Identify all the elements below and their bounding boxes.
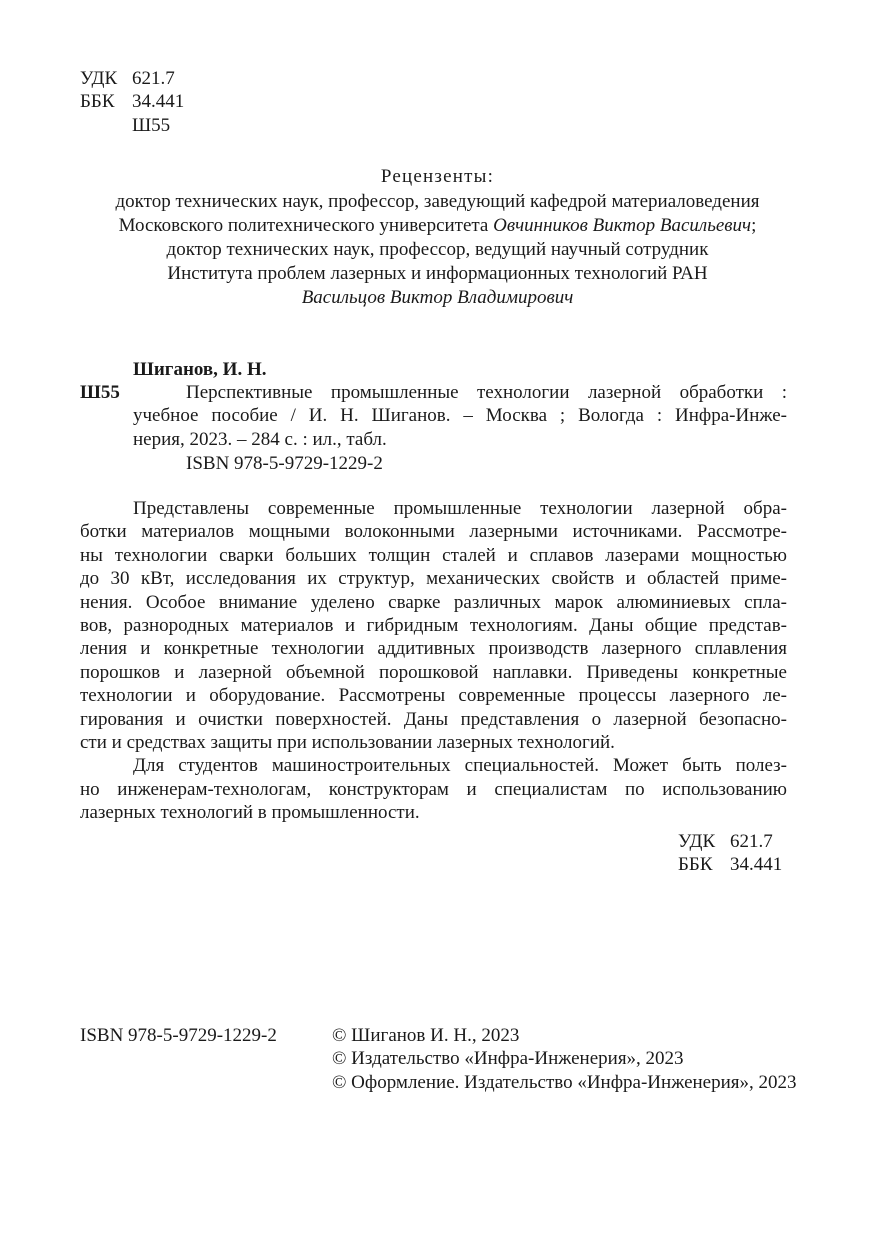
audience-line: но инженерам-технологам, конструкторам и специалистам по использованию — [80, 778, 787, 800]
copyright-author: © Шиганов И. Н., 2023 — [332, 1025, 520, 1046]
bbk-value: 34.441 — [730, 854, 783, 876]
reviewer2-line2: Института проблем лазерных и информационных технологий РАН — [167, 263, 708, 284]
abstract-line: ботки материалов мощными волоконными лазерными источниками. Рассмотре- — [80, 521, 787, 543]
udk-value: 621.7 — [132, 68, 175, 89]
bbk-label: ББК — [80, 91, 115, 113]
abstract-line: порошков и лазерной объемной порошковой наплавки. Приведены конкретные — [80, 661, 787, 683]
reviewers-block — [0, 165, 875, 310]
bbk-line — [80, 90, 184, 113]
copyright-block — [332, 1024, 797, 1094]
udk-line — [80, 67, 184, 90]
abstract-block — [80, 497, 787, 825]
udk-line — [678, 830, 782, 853]
bbk-value: 34.441 — [132, 91, 185, 113]
audience-line: лазерных технологий в промышленности. — [80, 802, 420, 824]
bibliographic-line-1: Перспективные промышленные технологии лазерной обработки : — [186, 382, 787, 403]
abstract-line: до 30 кВт, исследования их структур, механических свойств и областей приме- — [80, 568, 787, 590]
reviewers-title: Рецензенты: — [380, 166, 495, 187]
reviewer2-line1: доктор технических наук, профессор, ведущий научный сотрудник — [166, 239, 709, 260]
bibliographic-author: Шиганов, И. Н. — [133, 359, 267, 380]
classification-codes-top — [80, 67, 184, 137]
udk-label: УДК — [80, 68, 118, 89]
udk-label: УДК — [678, 831, 716, 852]
author-mark: Ш55 — [132, 114, 171, 136]
bibliographic-shelf-mark: Ш55 — [80, 382, 120, 403]
abstract-line: ления и конкретные технологии аддитивных производств лазерного сплавления — [80, 638, 787, 660]
audience-line: Для студентов машиностроительных специальностей. Может быть полез- — [133, 755, 787, 777]
abstract-line: нения. Особое внимание уделено сварке различных марок алюминиевых спла- — [80, 591, 787, 613]
copyright-publisher: © Издательство «Инфра-Инженерия», 2023 — [332, 1048, 684, 1070]
copyright-design: © Оформление. Издательство «Инфра-Инженерия», 2023 — [332, 1071, 797, 1093]
bbk-label: ББК — [678, 854, 713, 876]
reviewer1-affiliation: Московского политехнического университета — [118, 215, 494, 236]
bibliographic-line-3: нерия, 2023. – 284 с. : ил., табл. — [133, 428, 387, 450]
reviewer2-name-line — [0, 286, 875, 310]
reviewer1-name: Овчинников Виктор Васильевич — [493, 215, 752, 236]
reviewer1-separator: ; — [751, 215, 757, 236]
bibliographic-isbn: ISBN 978-5-9729-1229-2 — [186, 453, 383, 474]
abstract-line: Представлены современные промышленные технологии лазерной обра- — [133, 498, 787, 519]
abstract-line: технологии и оборудование. Рассмотрены современные процессы лазерного ле- — [80, 685, 787, 707]
abstract-line: гирования и очистки поверхностей. Даны представления о лазерной безопасно- — [80, 708, 787, 730]
bbk-line — [678, 853, 782, 876]
reviewer2-name: Васильцов Виктор Владимирович — [301, 287, 574, 308]
classification-codes-bottom — [678, 830, 782, 877]
reviewer1-line2 — [0, 214, 875, 238]
abstract-line: ны технологии сварки больших толщин сталей и сплавов лазерами мощностью — [80, 544, 787, 566]
udk-value: 621.7 — [730, 831, 773, 852]
author-mark-line — [80, 114, 184, 137]
bibliographic-description — [133, 381, 787, 451]
abstract-line: вов, разнородных материалов и гибридным технологиям. Даны общие представ- — [80, 615, 787, 637]
reviewer1-line1: доктор технических наук, профессор, заведующий кафедрой материаловедения — [115, 191, 760, 212]
footer-isbn: ISBN 978-5-9729-1229-2 — [80, 1025, 277, 1046]
abstract-line: сти и средствах защиты при использовании лазерных технологий. — [80, 732, 615, 754]
bibliographic-line-2: учебное пособие / И. Н. Шиганов. – Москва ; Вологда : Инфра-Инже- — [133, 405, 787, 427]
